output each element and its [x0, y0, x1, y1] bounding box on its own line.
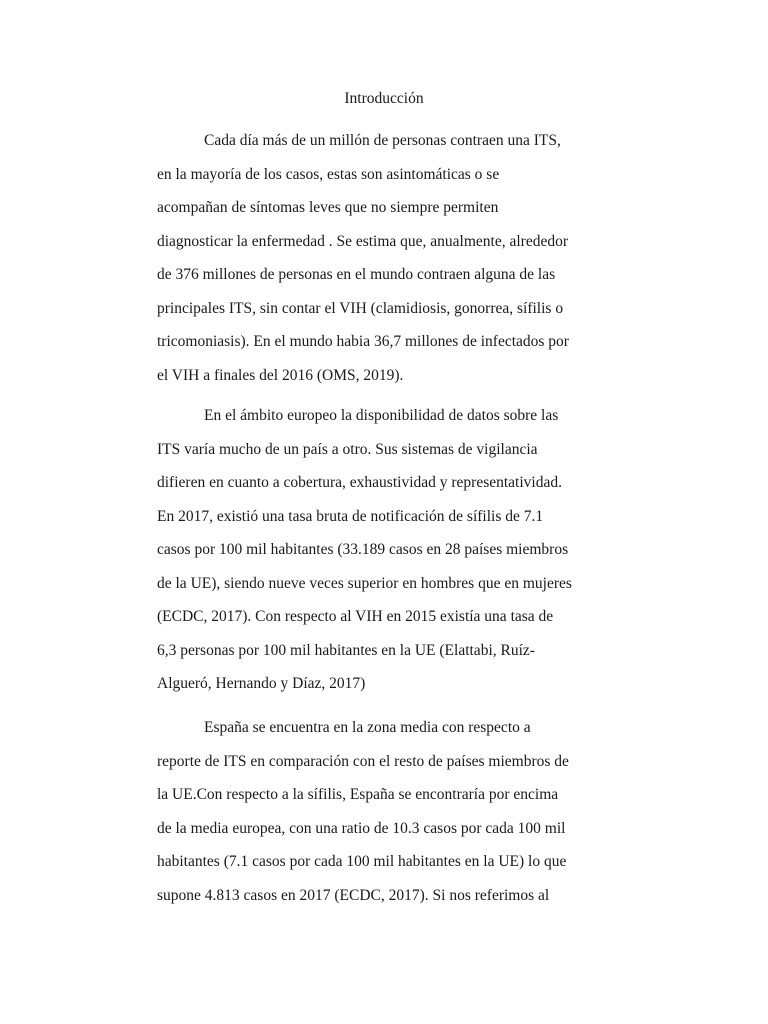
paragraph-line: difieren en cuanto a cobertura, exhaustividad y representatividad. — [157, 474, 562, 491]
paragraph-line: casos por 100 mil habitantes (33.189 casos en 28 países miembros — [157, 541, 569, 558]
paragraph-line: de la media europea, con una ratio de 10.3 casos por cada 100 mil — [157, 819, 566, 837]
paragraph-line: España se encuentra en la zona media con respecto a — [204, 719, 531, 736]
paragraph-line: de 376 millones de personas en el mundo contraen alguna de las — [157, 266, 556, 283]
paragraph-line: diagnosticar la enfermedad . Se estima que, anualmente, alrededor — [157, 232, 569, 250]
paragraph-line: habitantes (7.1 casos por cada 100 mil habitantes en la UE) lo que — [157, 853, 567, 870]
paragraph-line: supone 4.813 casos en 2017 (ECDC, 2017). Si nos referimos al — [157, 886, 550, 904]
paragraph-line: reporte de ITS en comparación con el resto de países miembros de — [157, 752, 569, 770]
paragraph-line: principales ITS, sin contar el VIH (clamidiosis, gonorrea, sífilis o — [157, 299, 564, 317]
paragraph-line: tricomoniasis). En el mundo habia 36,7 millones de infectados por — [157, 333, 569, 350]
paragraph-line: En 2017, existió una tasa bruta de notificación de sífilis de 7.1 — [157, 507, 544, 525]
paragraph-1 — [157, 131, 577, 399]
document-title: Introducción — [344, 90, 424, 107]
paragraph-line: ITS varía mucho de un país a otro. Sus sistemas de vigilancia — [157, 440, 538, 458]
paragraph-line: 6,3 personas por 100 mil habitantes en la UE (Elattabi, Ruíz- — [157, 641, 535, 659]
paragraph-line: el VIH a finales del 2016 (OMS, 2019). — [157, 366, 404, 384]
paragraph-line: en la mayoría de los casos, estas son asintomáticas o se — [157, 165, 500, 183]
paragraph-line: la UE.Con respecto a la sífilis, España se encontraría por encima — [157, 786, 559, 803]
paragraph-line: En el ámbito europeo la disponibilidad de datos sobre las — [204, 407, 559, 424]
paragraph-line: (ECDC, 2017). Con respecto al VIH en 2015 existía una tasa de — [157, 608, 554, 625]
paragraph-line: Cada día más de un millón de personas contraen una ITS, — [204, 132, 561, 149]
paragraph-line: Algueró, Hernando y Díaz, 2017) — [157, 675, 366, 692]
paragraph-line: acompañan de síntomas leves que no siempre permiten — [157, 199, 499, 216]
paragraph-3 — [157, 718, 577, 919]
paragraph-2 — [157, 406, 577, 708]
paragraph-line: de la UE), siendo nueve veces superior en hombres que en mujeres — [157, 574, 572, 592]
